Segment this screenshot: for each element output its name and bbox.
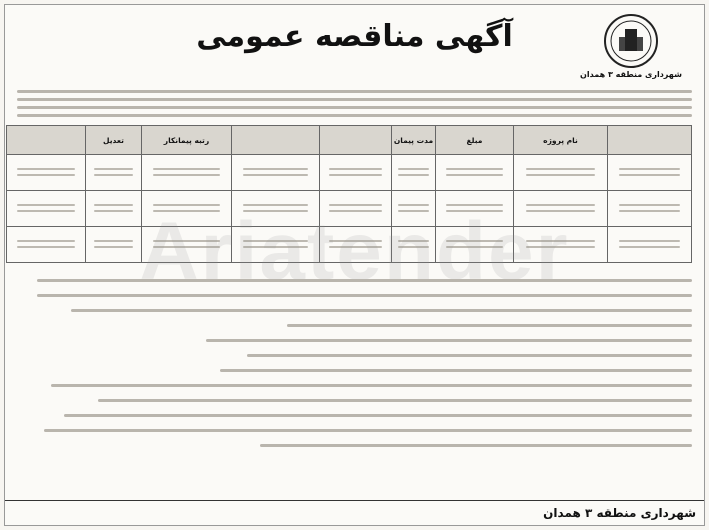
cell-code — [608, 227, 692, 263]
cell-guarantee — [320, 227, 392, 263]
conditions-list — [17, 273, 692, 453]
cell-duration — [392, 191, 436, 227]
cell-adjustment — [86, 191, 142, 227]
column-header-amount: مبلغ — [436, 126, 514, 155]
cell-duration — [392, 227, 436, 263]
cell-code — [608, 191, 692, 227]
cell-guarantee_terms — [232, 191, 320, 227]
tender-table — [6, 125, 692, 263]
cell-project — [514, 155, 608, 191]
condition-item — [17, 438, 692, 453]
notice-headline: آگهی مناقصه عمومی — [196, 19, 513, 54]
condition-item — [17, 348, 692, 363]
column-header-adjustment: تعدیل — [86, 126, 142, 155]
footer — [5, 500, 704, 525]
condition-item — [17, 288, 692, 303]
cell-project — [514, 227, 608, 263]
condition-item — [17, 393, 692, 408]
cell-contractor — [142, 155, 232, 191]
cell-contractor — [142, 227, 232, 263]
condition-item — [17, 363, 692, 378]
table-row — [7, 191, 692, 227]
column-header-contractor: رتبه پیمانکار — [142, 126, 232, 155]
cell-guarantee — [320, 191, 392, 227]
condition-item — [17, 318, 692, 333]
column-header-guarantee — [320, 126, 392, 155]
tender-notice — [4, 4, 705, 526]
condition-item — [17, 423, 692, 438]
cell-duration — [392, 155, 436, 191]
cell-code — [608, 155, 692, 191]
table-row — [7, 155, 692, 191]
cell-funding — [7, 227, 86, 263]
condition-item — [17, 333, 692, 348]
cell-project — [514, 191, 608, 227]
column-header-project: نام پروژه — [514, 126, 608, 155]
cell-adjustment — [86, 155, 142, 191]
footer-org: شهرداری منطقه ۳ همدان — [543, 506, 696, 520]
condition-item — [17, 273, 692, 288]
cell-amount — [436, 191, 514, 227]
column-header-code — [608, 126, 692, 155]
condition-item — [17, 408, 692, 423]
intro-paragraph — [17, 85, 692, 121]
table-row — [7, 227, 692, 263]
cell-adjustment — [86, 227, 142, 263]
cell-guarantee_terms — [232, 155, 320, 191]
logo-caption: شهرداری منطقه ۳ همدان — [580, 70, 682, 79]
condition-item — [17, 378, 692, 393]
cell-contractor — [142, 191, 232, 227]
column-header-funding — [7, 126, 86, 155]
cell-guarantee — [320, 155, 392, 191]
cell-funding — [7, 191, 86, 227]
condition-item — [17, 303, 692, 318]
cell-guarantee_terms — [232, 227, 320, 263]
column-header-duration: مدت پیمان — [392, 126, 436, 155]
cell-amount — [436, 155, 514, 191]
column-header-guarantee_terms — [232, 126, 320, 155]
cell-funding — [7, 155, 86, 191]
cell-amount — [436, 227, 514, 263]
